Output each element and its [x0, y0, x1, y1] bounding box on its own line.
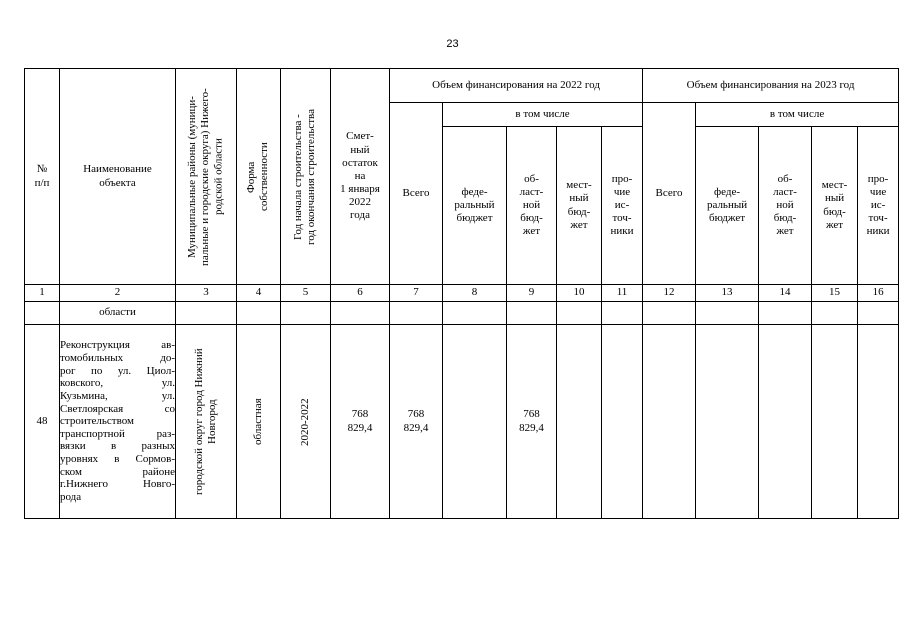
col-number: 14 — [759, 285, 812, 302]
col-number: 10 — [557, 285, 602, 302]
col-number: 4 — [237, 285, 281, 302]
header-other-2022: про- чие ис- точ- ники — [602, 127, 643, 285]
header-local-2023: мест- ный бюд- жет — [812, 127, 858, 285]
regional-2023-value — [759, 325, 812, 519]
col-number: 6 — [331, 285, 390, 302]
col-number: 12 — [643, 285, 696, 302]
object-name — [60, 325, 176, 519]
header-districts-text: Муниципальные районы (муници- пальные и городские округа) Нижего- родской области — [186, 87, 225, 266]
header-including-2022: в том числе — [443, 103, 643, 127]
row-number: 48 — [25, 325, 60, 519]
col-number: 13 — [696, 285, 759, 302]
col-number: 1 — [25, 285, 60, 302]
object-name-line: ковского, ул. — [60, 377, 175, 390]
header-years-text: Год начала строительства - год окончания строительства — [292, 108, 318, 245]
header-fin-2022: Объем финансирования на 2022 год — [390, 69, 643, 103]
balance-value: 768 829,4 — [331, 325, 390, 519]
federal-2022-value — [443, 325, 507, 519]
header-regional-2023: об- ласт- ной бюд- жет — [759, 127, 812, 285]
col-number: 9 — [507, 285, 557, 302]
col-number: 11 — [602, 285, 643, 302]
continuation-name: области — [60, 302, 176, 325]
header-including-2023: в том числе — [696, 103, 899, 127]
regional-2022-value: 768 829,4 — [507, 325, 557, 519]
object-name-line: г.Нижнего Новго- — [60, 478, 175, 491]
table-row — [25, 325, 899, 519]
object-name-line: рог по ул. Циол- — [60, 364, 175, 377]
header-name: Наименование объекта — [60, 69, 176, 285]
col-number: 3 — [176, 285, 237, 302]
years-text: 2020-2022 — [298, 397, 311, 446]
header-total-2022: Всего — [390, 103, 443, 285]
ownership-cell — [237, 325, 281, 519]
col-number: 15 — [812, 285, 858, 302]
header-ownership-text: Форма собственности — [245, 142, 271, 211]
object-name-line: Кузьмина, ул. — [60, 389, 175, 402]
col-number: 7 — [390, 285, 443, 302]
object-name-line: строительством — [60, 415, 134, 428]
col-number: 5 — [281, 285, 331, 302]
total-2023-value — [643, 325, 696, 519]
object-name-line: транспортной раз- — [60, 427, 175, 440]
continuation-row — [25, 302, 899, 325]
object-name-line: ском районе — [60, 465, 175, 478]
district-text: городской округ город Нижний Новгород — [192, 348, 218, 495]
other-2023-value — [858, 325, 899, 519]
col-number: 2 — [60, 285, 176, 302]
local-2023-value — [812, 325, 858, 519]
other-2022-value — [602, 325, 643, 519]
ownership-text: областная — [251, 398, 264, 445]
header-other-2023: про- чие ис- точ- ники — [858, 127, 899, 285]
col-number: 16 — [858, 285, 899, 302]
col-number: 8 — [443, 285, 507, 302]
federal-2023-value — [696, 325, 759, 519]
header-num: № п/п — [25, 69, 60, 285]
header-federal-2022: феде- ральный бюджет — [443, 127, 507, 285]
header-years — [281, 69, 331, 285]
object-name-line: Светлоярская со — [60, 402, 175, 415]
object-name-line: уровнях в Сормов- — [60, 453, 175, 466]
header-total-2023: Всего — [643, 103, 696, 285]
header-fin-2023: Объем финансирования на 2023 год — [643, 69, 899, 103]
years-cell — [281, 325, 331, 519]
column-numbers-row — [25, 285, 899, 302]
header-local-2022: мест- ный бюд- жет — [557, 127, 602, 285]
district-cell — [176, 325, 237, 519]
object-name-line: Реконструкция ав- — [60, 339, 175, 352]
total-2022-value: 768 829,4 — [390, 325, 443, 519]
local-2022-value — [557, 325, 602, 519]
header-ownership — [237, 69, 281, 285]
object-name-line: вязки в разных — [60, 440, 175, 453]
financing-table — [24, 68, 899, 519]
object-name-line: томобильных до- — [60, 351, 175, 364]
page-number: 23 — [446, 38, 459, 50]
header-balance: Смет- ный остаток на 1 января 2022 года — [331, 69, 390, 285]
header-regional-2022: об- ласт- ной бюд- жет — [507, 127, 557, 285]
header-districts — [176, 69, 237, 285]
object-name-line: рода — [60, 491, 82, 504]
header-federal-2023: феде- ральный бюджет — [696, 127, 759, 285]
